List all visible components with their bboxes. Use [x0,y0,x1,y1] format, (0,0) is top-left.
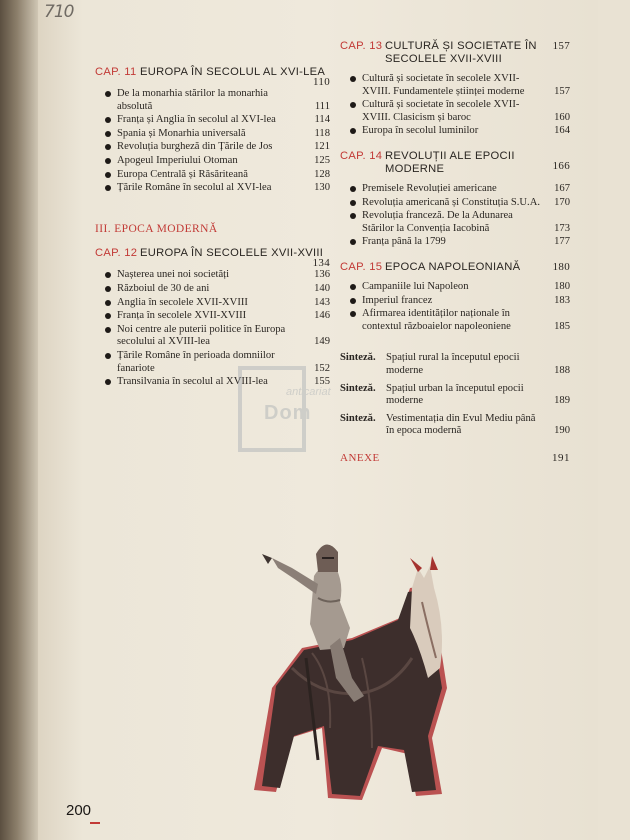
bullet-icon [350,200,356,206]
toc-item [95,169,330,182]
chapter-title: CULTURĂ ȘI SOCIETATE ÎN SECOLELE XVII-XVIII [385,40,537,65]
toc-item [340,308,570,333]
toc-item-page: 111 [314,100,330,112]
toc-item-page: 125 [314,154,330,166]
toc-item [340,183,570,196]
bullet-icon [350,239,356,245]
toc-item [95,182,330,195]
chapter-page: 110 [313,76,330,88]
bullet-icon [105,91,111,97]
toc-item [95,310,330,323]
section-heading: III. EPOCA MODERNĂ [95,222,218,235]
chapter-label: CAP. 14 [340,149,383,162]
toc-item [340,281,570,294]
bullet-icon [105,300,111,306]
toc-item-text: Franța și Anglia în secolul al XVI-lea [117,114,276,126]
chapter-label: CAP. 13 [340,40,383,52]
toc-item-page: 140 [314,282,330,294]
toc-item-page: 114 [314,114,330,126]
toc-item-page: 149 [314,336,330,348]
bullet-icon [105,172,111,178]
toc-item-text: Nașterea unei noi societăți [117,269,230,281]
toc-item-page: 164 [554,125,570,137]
toc-item-text: Apogeul Imperiului Otoman [117,154,238,166]
bullet-icon [105,379,111,385]
bullet-icon [105,353,111,359]
toc-item [95,283,330,296]
bullet-icon [350,186,356,192]
bullet-icon [350,284,356,290]
toc-item-page: 185 [554,320,570,332]
synthesis-page: 189 [554,395,570,407]
toc-item-text: Europa Centrală și Răsăriteană [117,168,248,180]
toc-item [95,297,330,310]
page-number-underline [90,822,100,824]
toc-item [340,125,570,138]
toc-item-page: 146 [314,310,330,322]
chapter-title: REVOLUȚII ALE EPOCII MODERNE [385,149,515,175]
chapter-12-heading [95,247,330,270]
toc-item [340,99,570,124]
toc-item-page: 130 [314,182,330,194]
toc-item-text: Cultură și societate în secolele XVII-XVIII. Fundamentele științei moderne [362,73,525,97]
toc-item-page: 177 [554,236,570,248]
bullet-icon [105,131,111,137]
synthesis-text: Spațiul urban la începutul epocii moderne [386,382,524,407]
bullet-icon [105,313,111,319]
toc-item-page: 121 [314,141,330,153]
bullet-icon [350,76,356,82]
toc-item [340,210,570,235]
watermark-text-top: anticariat [286,386,331,398]
toc-item-text: De la monarhia stărilor la monarhia absolută [117,88,268,112]
toc-item-page: 152 [314,362,330,374]
toc-item-text: Revoluția franceză. De la Adunarea Stărilor la Convenția Iacobină [362,210,513,234]
toc-item-page: 180 [554,280,570,292]
toc-item [340,236,570,249]
annex-page: 191 [552,451,570,464]
toc-item-page: 160 [554,111,570,123]
bullet-icon [350,102,356,108]
watermark-text-main: Dom [264,402,312,424]
toc-item-text: Europa în secolul luminilor [362,125,479,137]
bullet-icon [105,158,111,164]
toc-item [95,88,330,113]
bullet-icon [105,185,111,191]
book-gutter-shadow [0,0,38,840]
toc-item-text: Țările Române în secolul al XVI-lea [117,182,272,194]
anticariat-watermark [238,354,388,454]
bullet-icon [105,327,111,333]
toc-item-text: Imperiul francez [362,294,433,306]
toc-item [95,114,330,127]
chapter-page: 180 [552,260,570,273]
synthesis-text: Spațiul rural la începutul epocii moderne [386,352,520,376]
toc-item-page: 143 [314,296,330,308]
bullet-icon [350,213,356,219]
toc-item-text: Țările Române în perioada domniilor fanariote [117,349,275,374]
synthesis-label: Sinteză. [340,352,376,364]
horseman-illustration [232,528,472,808]
toc-item-page: 136 [314,269,330,281]
toc-item-page: 128 [314,168,330,180]
chapter-11-heading [95,66,330,88]
synthesis-page: 188 [554,364,570,376]
bullet-icon [105,272,111,278]
toc-item-text: Revoluția burgheză din Țările de Jos [117,141,273,153]
chapter-title: EUROPA ÎN SECOLELE XVII-XVIII [140,247,324,260]
toc-item [95,324,330,349]
toc-item-page: 183 [554,294,570,306]
toc-item-text: Cultură și societate în secolele XVII-XVIII. Clasicism și baroc [362,99,520,123]
toc-item-text: Campaniile lui Napoleon [362,280,469,292]
chapter-label: CAP. 12 [95,247,138,260]
bullet-icon [350,128,356,134]
toc-item-text: Afirmarea identităților naționale în contextul războaielor napoleoniene [362,308,511,332]
page-number: 200 [66,802,92,819]
toc-item-page: 173 [554,222,570,234]
toc-item-text: Spania și Monarhia universală [117,127,246,139]
toc-item [95,269,330,282]
chapter-page: 134 [312,257,330,270]
toc-item-page: 157 [554,85,570,97]
toc-item [95,141,330,154]
chapter-title: EUROPA ÎN SECOLUL AL XVI-LEA [140,66,326,78]
annex-label: ANEXE [340,451,380,464]
bullet-icon [350,311,356,317]
toc-item-page: 118 [314,127,330,139]
toc-item-text: Franța până la 1799 [362,236,446,248]
toc-item-text: Transilvania în secolul al XVIII-lea [117,376,268,388]
bullet-icon [350,298,356,304]
chapter-label: CAP. 15 [340,260,383,273]
chapter-page: 166 [552,159,570,172]
toc-item-text: Franța în secolele XVII-XVIII [117,310,247,322]
chapter-label: CAP. 11 [95,66,137,78]
toc-item [340,197,570,210]
bullet-icon [105,144,111,150]
toc-item-text: Războiul de 30 de ani [117,282,210,294]
synthesis-label: Sinteză. [340,382,376,394]
chapter-title: EPOCA NAPOLEONIANĂ [385,260,521,273]
chapter-page: 157 [552,40,570,52]
toc-item-text: Premisele Revoluției americane [362,182,497,194]
toc-item-page: 155 [314,376,330,388]
toc-left-column [95,66,330,389]
bullet-icon [105,117,111,123]
toc-item-page: 170 [554,196,570,208]
toc-item [95,128,330,141]
handwritten-corner-mark: 710 [44,2,74,22]
chapter-13-heading [340,40,570,66]
toc-item [340,73,570,98]
synthesis-label: Sinteză. [340,412,376,424]
toc-item [95,155,330,168]
chapter-15-heading [340,261,570,274]
toc-item-text: Revoluția americană și Constituția S.U.A. [362,196,541,208]
toc-item [340,295,570,308]
bullet-icon [105,286,111,292]
toc-item-text: Noi centre ale puterii politice în Europa secolului al XVIII-lea [117,323,286,348]
toc-item-page: 167 [554,182,570,194]
toc-item-text: Anglia în secolele XVII-XVIII [117,296,248,308]
synthesis-page: 190 [554,425,570,437]
chapter-14-heading [340,150,570,176]
synthesis-text: Vestimentația din Evul Mediu până în epoca modernă [386,412,536,437]
